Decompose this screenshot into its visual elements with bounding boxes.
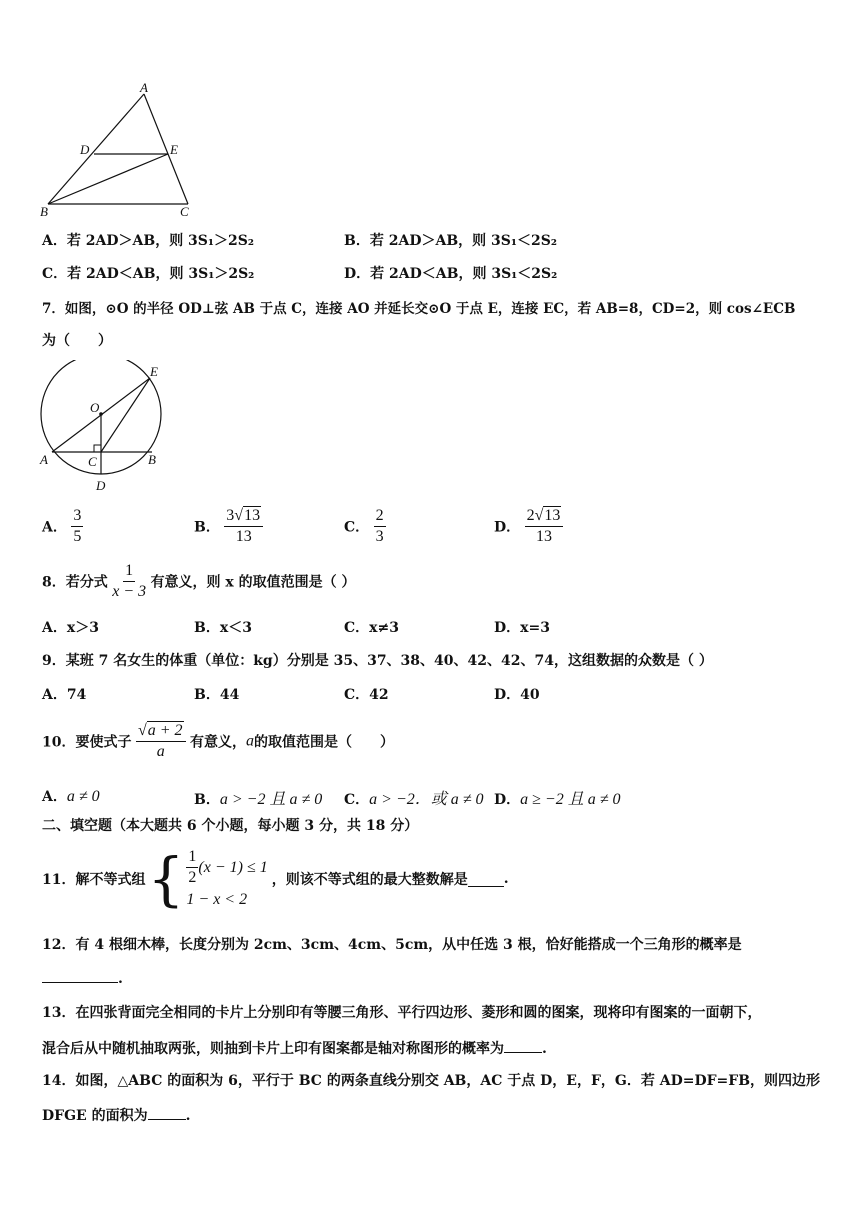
fig6-label-d: D: [80, 142, 90, 157]
q8-option-c: C．x≠3: [344, 620, 399, 636]
q8-stem: 8．若分式 $\frac{1}{x - 3}$ 有意义，则 x 的取值范围是（ ）: [42, 562, 356, 600]
fig7-label-b: B: [148, 452, 156, 467]
q6-option-a: A．若 2AD＞AB，则 3S₁＞2S₂: [42, 233, 255, 249]
q12-answer-line: .: [42, 966, 123, 987]
q8-option-d: D．x=3: [494, 620, 550, 636]
fig7-label-e: E: [150, 364, 158, 379]
q10-option-a: A．a ≠ 0: [42, 788, 100, 805]
q11-stem: 11．解不等式组 { $\frac{1}{2}$ (x − 1) ≤ 1 1 − x < 2 ，则该不等式组的最大整数解是 .: [42, 844, 509, 913]
fig7-label-c: C: [88, 454, 97, 469]
q14-stem-line1: 14．如图，△ABC 的面积为 6，平行于 BC 的两条直线分别交 AB，AC 于点 D，E，F，G．若 AD=DF=FB，则四边形: [42, 1073, 821, 1089]
q10-stem: 10．要使式子 $\frac{√a + 2}{a}$ 有意义，a的取值范围是（ ）: [42, 722, 394, 760]
q9-option-a: A．74: [42, 687, 87, 703]
q13-stem-line1: 13．在四张背面完全相同的卡片上分别印有等腰三角形、平行四边形、菱形和圆的图案，现将印有图案的一面朝下，: [42, 1005, 762, 1021]
q9-option-b: B．44: [194, 687, 240, 703]
q10-option-c: C．a > −2．或 a ≠ 0: [344, 791, 484, 808]
q8-option-b: B．x＜3: [194, 620, 252, 636]
fig6-label-e: E: [170, 142, 178, 157]
q10-option-d: D．a ≥ −2 且 a ≠ 0: [494, 791, 621, 808]
q6-option-d: D．若 2AD＜AB，则 3S₁＜2S₂: [344, 266, 558, 282]
q14-answer-blank[interactable]: [148, 1103, 186, 1120]
q7-stem-line2: 为（ ）: [42, 333, 112, 349]
q10-option-b: B．a > −2 且 a ≠ 0: [194, 791, 323, 808]
triangle-figure: [38, 80, 198, 220]
q7-option-b: B． $\frac{3√13}{13}$: [194, 507, 263, 546]
q13-answer-blank[interactable]: [504, 1036, 542, 1053]
q7-option-c: C． $\frac{2}{3}$: [344, 507, 384, 545]
q11-system-brace: {: [147, 844, 185, 913]
q6-option-c: C．若 2AD＜AB，则 3S₁＞2S₂: [42, 266, 255, 282]
q6-option-b: B．若 2AD＞AB，则 3S₁＜2S₂: [344, 233, 557, 249]
fig6-label-a: A: [140, 80, 148, 95]
fig6-label-b: B: [40, 204, 48, 219]
fig6-label-c: C: [180, 204, 189, 219]
q7-stem-line1: 7．如图，⊙O 的半径 OD⊥弦 AB 于点 C，连接 AO 并延长交⊙O 于点 E，连接 EC，若 AB=8，CD=2，则 cos∠ECB: [42, 301, 796, 317]
q8-option-a: A．x＞3: [42, 620, 99, 636]
q9-option-c: C．42: [344, 687, 389, 703]
q14-stem-line2: DFGE 的面积为 .: [42, 1103, 190, 1125]
q12-answer-blank[interactable]: [42, 966, 118, 983]
fig7-label-d: D: [96, 478, 106, 493]
q7-option-a: A． $\frac{3}{5}$: [42, 507, 82, 545]
circle-figure: [38, 360, 168, 495]
fig7-label-a: A: [40, 452, 48, 467]
section2-heading: 二、填空题（本大题共 6 个小题，每小题 3 分，共 18 分）: [42, 818, 419, 834]
q9-option-d: D．40: [494, 687, 540, 703]
fig7-label-o: O: [90, 400, 100, 415]
q12-stem: 12．有 4 根细木棒，长度分别为 2cm、3cm、4cm、5cm，从中任选 3 根，恰好能搭成一个三角形的概率是: [42, 937, 742, 953]
q9-stem: 9．某班 7 名女生的体重（单位：kg）分别是 35、37、38、40、42、42、74，这组数据的众数是（ ）: [42, 653, 713, 669]
q13-stem-line2: 混合后从中随机抽取两张，则抽到卡片上印有图案都是轴对称图形的概率为 .: [42, 1036, 547, 1058]
q11-answer-blank[interactable]: [468, 870, 504, 887]
q7-option-d: D． $\frac{2√13}{13}$: [494, 507, 563, 546]
